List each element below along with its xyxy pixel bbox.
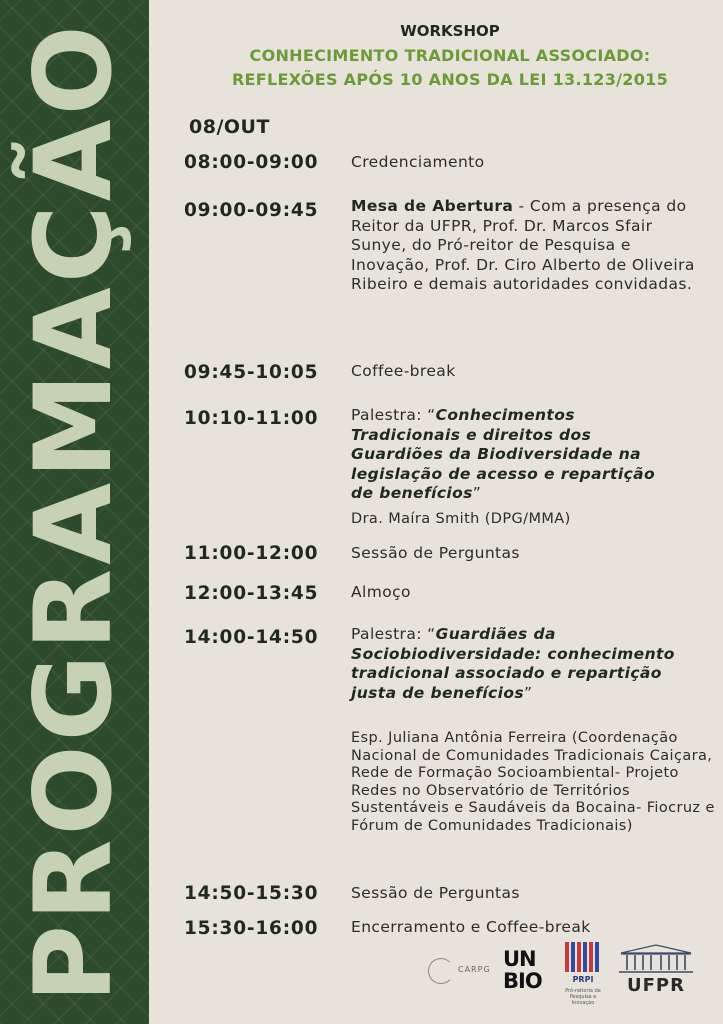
talk-speaker: Dra. Maíra Smith (DPG/MMA) <box>351 511 571 527</box>
header-title-line2: REFLEXÕES APÓS 10 ANOS DA LEI 13.123/2015 <box>231 70 669 89</box>
schedule-time: 10:10-11:00 <box>184 408 319 429</box>
vertical-title: PROGRAMAÇÃO <box>12 21 135 1003</box>
carpg-logo-text: CARPG <box>458 965 491 974</box>
prpi-logo-text: PRPI <box>572 975 594 984</box>
schedule-item: Encerramento e Coffee-break <box>351 918 591 936</box>
schedule-time: 09:00-09:45 <box>184 200 319 221</box>
talk-speaker: Esp. Juliana Antônia Ferreira (Coordenação Nacional de Comunidades Tradicionais Caiçara, Rede de Formação Socioambiental- Projeto Redes no Observatório de Territórios Sustentáveis e Saudáveis da Bocaina- Fiocruz e Fórum de Comunidades Tradicionais) <box>351 730 715 834</box>
talk-suffix: ” <box>524 683 533 702</box>
ufpr-building-icon <box>617 944 695 974</box>
talk-prefix: Palestra: “ <box>351 406 436 424</box>
schedule-time: 12:00-13:45 <box>184 583 319 604</box>
talk-prefix: Palestra: “ <box>351 625 436 643</box>
schedule-item: Almoço <box>351 583 411 601</box>
carpg-logo <box>428 958 498 986</box>
schedule-item <box>351 406 671 504</box>
carpg-circle-icon <box>428 958 454 984</box>
schedule-item: Sessão de Perguntas <box>351 884 520 902</box>
schedule-item: Credenciamento <box>351 153 485 171</box>
schedule-item-bold: Mesa de Abertura <box>351 197 514 215</box>
schedule-time: 14:50-15:30 <box>184 883 319 904</box>
schedule-item <box>351 197 711 295</box>
talk-title: Conhecimentos Tradicionais e direitos dos Guardiões da Biodiversidade na legislação de acesso e repartição de benefícios <box>351 406 656 502</box>
schedule-item <box>351 625 696 703</box>
prpi-bars-icon <box>565 942 599 972</box>
event-date: 08/OUT <box>189 116 270 138</box>
header-kicker: WORKSHOP <box>400 22 500 40</box>
schedule-time: 11:00-12:00 <box>184 543 319 564</box>
ufpr-logo-text: UFPR <box>627 975 685 996</box>
unbio-logo <box>503 947 553 995</box>
ufpr-logo <box>613 944 699 996</box>
talk-suffix: ” <box>472 484 482 502</box>
header-title-line1: CONHECIMENTO TRADICIONAL ASSOCIADO: <box>249 46 651 65</box>
talk-title: Guardiães da Sociobiodiversidade: conhecimento tradicional associado e repartição justa de benefícios <box>351 625 675 702</box>
schedule-item-text: - Com a presença do Reitor da UFPR, Prof. Dr. Marcos Sfair Sunye, do Pró-reitor de Pesquisa e Inovação, Prof. Dr. Ciro Alberto de Oliveira Ribeiro e demais autoridades convidadas. <box>351 197 695 293</box>
left-decorative-band <box>0 0 149 1024</box>
schedule-time: 14:00-14:50 <box>184 627 319 648</box>
schedule-item: Coffee-break <box>351 362 456 380</box>
prpi-logo-subtitle: Pró-reitoria de Pesquisa e Inovação <box>565 988 601 1006</box>
unbio-logo-line1: UN <box>503 947 536 971</box>
schedule-time: 09:45-10:05 <box>184 362 319 383</box>
schedule-time: 15:30-16:00 <box>184 918 319 939</box>
schedule-time: 08:00-09:00 <box>184 152 319 173</box>
schedule-item: Sessão de Perguntas <box>351 544 520 562</box>
unbio-logo-line2: BIO <box>503 969 542 993</box>
prpi-logo <box>562 942 604 1014</box>
